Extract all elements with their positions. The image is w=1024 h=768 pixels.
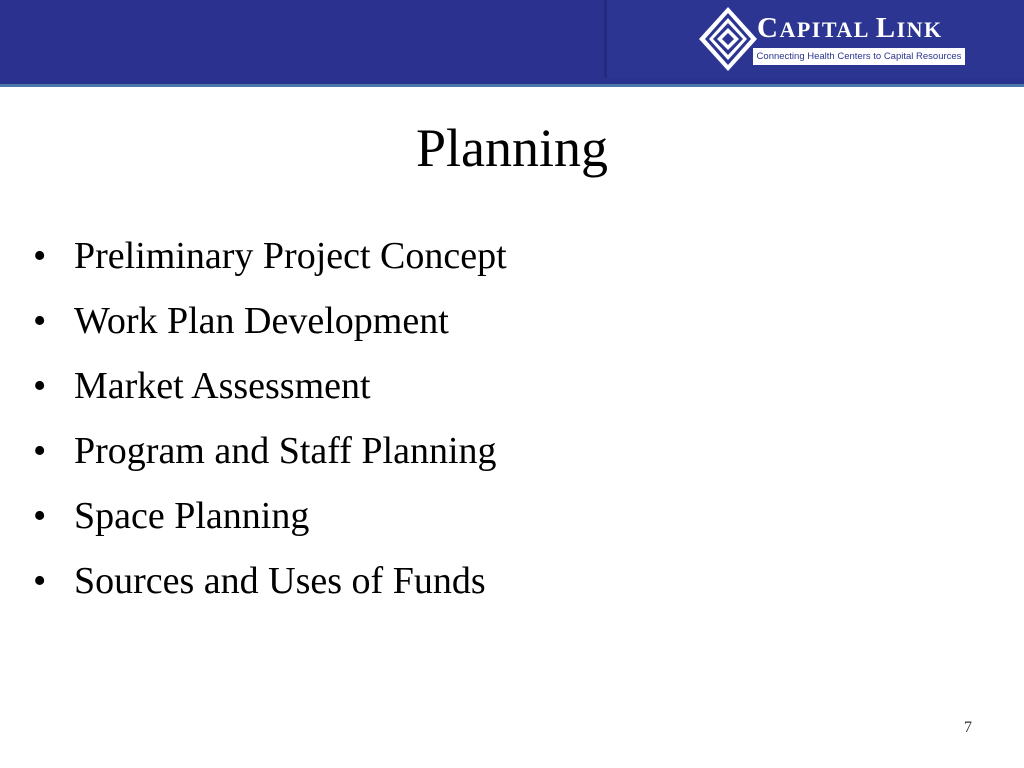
bullet-text: Preliminary Project Concept [74, 235, 507, 277]
header-rule [0, 84, 1024, 87]
bullet-item [0, 291, 980, 356]
capital-link-logo [697, 5, 977, 73]
bullet-marker: • [33, 300, 47, 342]
bullet-text: Sources and Uses of Funds [74, 560, 486, 602]
diamond-logo-icon [697, 5, 759, 73]
bullet-text: Program and Staff Planning [74, 430, 497, 472]
bullet-list [0, 226, 980, 616]
page-number: 7 [964, 719, 972, 736]
bullet-marker: • [33, 560, 47, 602]
bullet-marker: • [33, 430, 47, 472]
bullet-text: Space Planning [74, 495, 310, 537]
bullet-item [0, 356, 980, 421]
bullet-item [0, 226, 980, 291]
bullet-marker: • [33, 365, 47, 407]
bullet-marker: • [33, 495, 47, 537]
bullet-marker: • [33, 235, 47, 277]
slide-title: Planning [415, 118, 608, 178]
bullet-text: Market Assessment [74, 365, 371, 407]
logo-tagline: Connecting Health Centers to Capital Resources [753, 48, 965, 65]
bullet-text: Work Plan Development [74, 300, 449, 342]
bullet-item [0, 486, 980, 551]
bullet-item [0, 551, 980, 616]
logo-name: CAPITAL LINK [757, 12, 943, 44]
bullet-item [0, 421, 980, 486]
